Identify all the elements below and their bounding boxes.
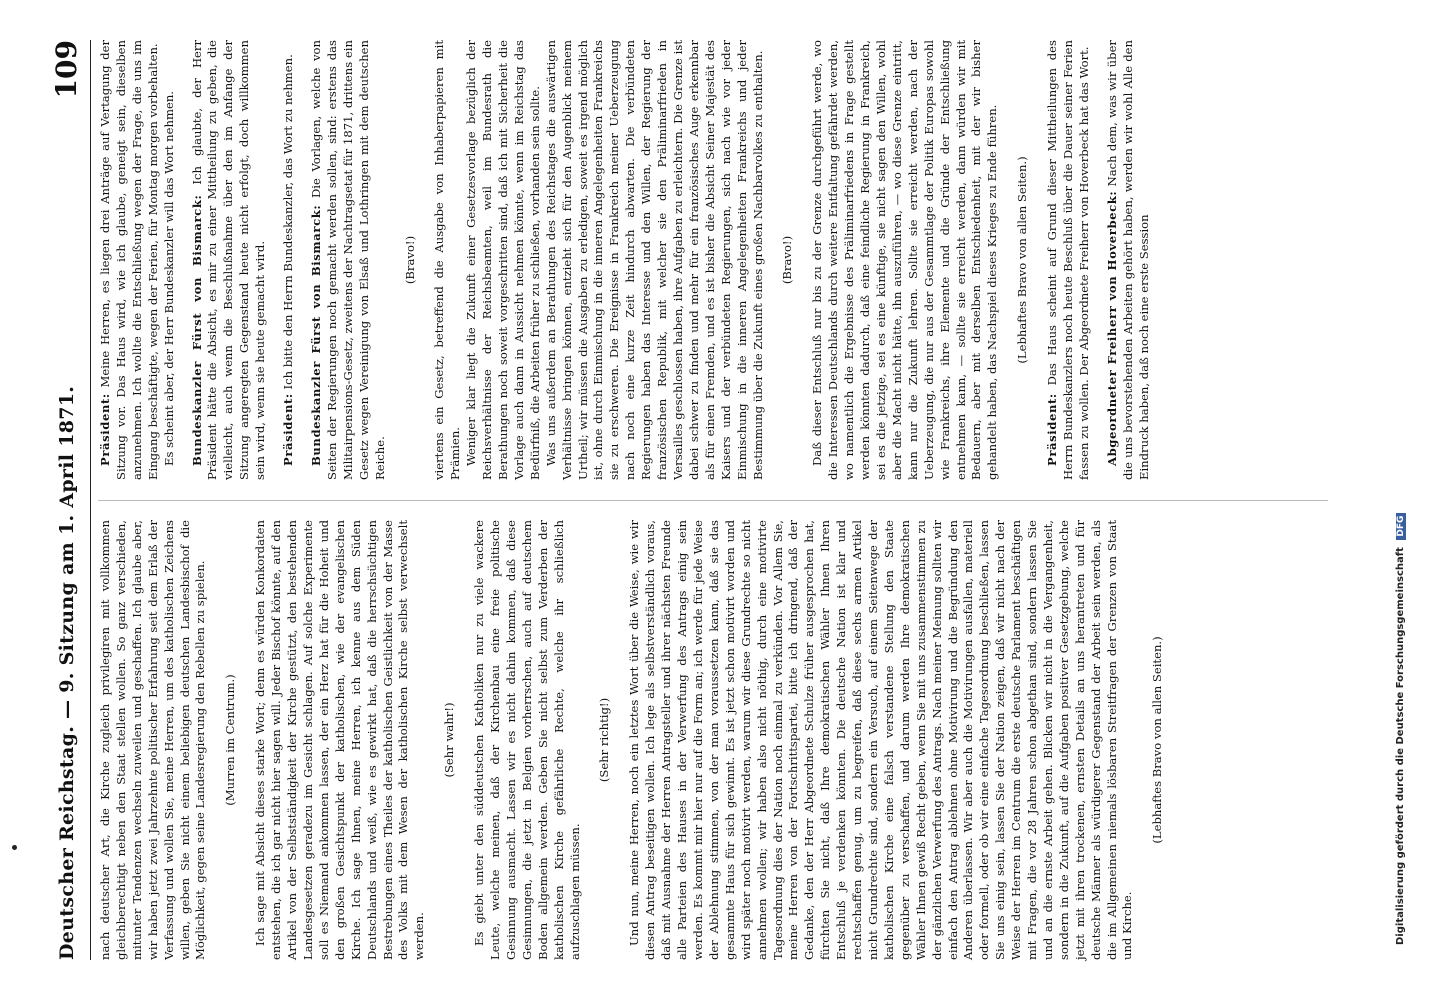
speech-paragraph	[190, 40, 270, 480]
paragraph: nach deutscher Art, die Kirche zugleich privilegiren mit vollkommen gleichberechtigt neben den Staat stellen wollen. So ganz verschieden, mitunter Tendenzen wechseln zuweilen und geschaffen. Ich glaube aber, wir haben jetzt zwei Jahrzehnte politischer Erfahrung seit dem Erlaß der Verfassung und wollen Sie, meine Herren, um des katholischen Zeichens willen, geben Sie nicht einem beliebigen deutschen Landesbischof die Möglichkeit, gegen seine Landesregierung den Rebellen zu spielen.	[98, 520, 208, 960]
speaker-name: Bundeskanzler Fürst von Bismarck:	[308, 204, 323, 466]
speech-paragraph	[1105, 40, 1153, 480]
credit-text: Digitalisierung gefördert durch die Deutsche Forschungsgemeinschaft	[1395, 547, 1406, 945]
page-number: 109	[50, 40, 83, 99]
speech-text: Ich glaubte, der Herr Präsident hätte die Absicht, es mir zu einer Mittheilung zu geben, die vielleicht, auch wenn die Beschlußnahme über den im Anfange der Sitzung angeregten Gegenstand heute nicht erfolgt, doch willkommen sein wird, wenn sie heute gemacht wird.	[189, 40, 268, 480]
running-title: Deutscher Reichstag. — 9. Sitzung am 1. April 1871.	[56, 385, 78, 960]
digitization-credit	[1395, 45, 1406, 945]
paragraph: Und nun, meine Herren, noch ein letztes Wort über die Weise, wie wir diesen Antrag beseitigen wollen. Ich lege als selbstverständlich voraus, daß mit Ausnahme der Herren Antragsteller und ihrer nächsten Freunde alle Parteien des Hauses in der Verwerfung des Antrags einig sein werden. Es kommt mir hier nur auf die Form an; ich werde für jede Weise der Ablehnung stimmen, von der man voraussetzen kann, daß sie das gesammte Haus für sich gewinnt. Es ist jetzt schon motivirt worden und wird später noch motivirt werden, warum wir diese Grundrechte so nicht annehmen wollen; wir haben also nicht nöthig, durch eine motivirte Tagesordnung dies der Nation noch einmal zu verkünden. Vor Allem Sie, meine Herren von der Fortschrittspartei, bitte ich dringend, daß der Gedanke, den der Herr Abgeordnete Schulze früher ausgesprochen hat, fürchten Sie nicht, daß Ihre demokratischen Wähler Ihnen Ihren Entschluß je verdenken könnten. Die deutsche Nation ist klar und rechtschaffen genug, um zu begreifen, daß diese sechs armen Artikel nicht Grundrechte sind, sondern ein Versuch, auf einem Seitenwege der katholischen Kirche eine falsch verstandene Stellung den Staate gegenüber zu verschaffen, und darum werden Ihre demokratischen Wähler Ihnen gewiß Recht geben, wenn Sie mit uns zusammenstimmen zu der gänzlichen Verwerfung des Antrags. Nach meiner Meinung sollten wir einfach den Antrag ablehnen ohne Motivirung und die Begründung den Anderen überlassen. Wir aber auch die Motivirungen ausfallen, materiell oder formell, oder ob wir eine einfache Tagesordnung beschließen, lassen Sie uns einig sein, lassen Sie der Nation zeigen, daß wir nicht nach der Weise der Herren im Centrum die erste deutsche Parlament beschäftigen mit Fragen, die vor 28 Jahren schon abgethan sind, sondern lassen Sie und an die ernste Arbeit gehen. Blicken wir nicht in die Vergangenheit, sondern in die Zukunft, auf die Aufgaben positiver Gesetzgebung, welche jetzt mit ihren trockenen, ernsten Details an uns herantreten und für deutsche Männer als würdigerer Gegenstand der Arbeit sein werden, als die im Allgemeinen niemals lösbaren Streitfragen der Grenzen von Staat und Kirche.	[627, 520, 1135, 960]
scan-speck	[12, 845, 17, 850]
paragraph: Es scheint aber, der Herr Bundeskanzler will das Wort nehmen.	[161, 91, 176, 466]
interjection: (Lebhaftes Bravo von allen Seiten.)	[1150, 636, 1165, 844]
interjection: (Bravo!)	[402, 235, 417, 285]
paragraph: Daß dieser Entschluß nur bis zu der Grenze durchgeführt werde, wo die Interessen Deutschlands durch weitere Entfaltung gefährdet werden, wo namentlich die Ergebnisse des Präliminarfriedens in Frage gestellt werden könnten dadurch, daß eine feindliche Regierung in Frankreich, sei es die jetzige, sei es eine künftige, sie nicht sagen den Willen, wohl aber die Macht nicht hätte, ihn auszuführen, — wo diese Grenze eintritt, kann nur die Zukunft lehren. Sollte sie erreicht werden, nach der Ueberzeugung, die nur aus der Gesammtlage der Politik Europas sowohl wie Frankreichs, ihre Elemente und die Gründe der Entschließung entnehmen kann, — sollte sie erreicht werden, dann würden wir mit Bedauern, aber mit derselben Entschiedenheit, mit der wir bisher gehandelt haben, das Nachspiel dieses Krieges zu Ende führen.	[810, 40, 1000, 480]
speech-paragraph	[98, 40, 162, 480]
speech-paragraph	[281, 40, 297, 480]
interjection: (Sehr richtig!)	[597, 697, 612, 783]
interjection: (Bravo!)	[780, 235, 795, 285]
speech-text: Die Vorlagen, welche von Seiten der Regierungen noch gemacht werden sollen, sind: erstens das Militairpensions-Gesetz, zweitens der Nachtragsetat für 1871, drittens ein Gesetz wegen Vereinigung von Elsaß und Lothringen mit dem deutschen Reiche.	[308, 40, 387, 480]
column-divider	[98, 500, 1328, 501]
paragraph: viertens ein Gesetz, betreffend die Ausgabe von Inhaberpapieren mit Prämien.	[432, 40, 463, 480]
dfg-logo: DFG	[1396, 513, 1406, 540]
speech-text: Ich bitte den Herrn Bundeskanzler, das Wort zu nehmen.	[281, 54, 296, 390]
paragraph: Weniger klar liegt die Zukunft einer Gesetzesvorlage bezüglich der Reichsverhältnisse der Reichsbeamten, weil im Bundesrath die Berathungen noch soweit vorgeschritten sind, daß ich mit Sicherheit die Vorlage auch dann in Aussicht nehmen könnte, wenn im Reichstag das Bedürfniß, die Arbeiten früher zu schließen, vorhanden sein sollte.	[464, 40, 542, 480]
speech-text: Nach dem, was wir über die uns bevorstehenden Arbeiten gehört haben, werden wir wohl Alle den Eindruck haben, daß noch eine erste Session	[1104, 40, 1151, 480]
speech-text: Meine Herren, es liegen drei Anträge auf Vertagung der Sitzung vor. Das Haus wird, wie ich glaube, geneigt sein, dieselben anzunehmen. Ich wollte die Entschließung wegen der Frage, die uns im Eingang beschäftigte, wegen der Ferien, für Montag morgen vorbehalten.	[98, 40, 160, 480]
interjection: (Murren im Centrum.)	[223, 674, 238, 806]
paragraph: Ich sage mit Absicht dieses starke Wort; denn es würden Konkordaten entstehen, die ich gar nicht hier sagen will. Jeder Bischof könnte, auf den Artikel von der Selbstständigkeit der Kirche gestützt, den bestehenden Landesgesetzen geradezu im Gesicht schlagen. Auf solche Experimente soll es Niemand ankommen lassen, der ein Herz hat für die Hoheit und den großen Gesichtspunkt der katholischen, wie der evangelischen Kirche. Ich sage Ihnen, meine Herren, ich kenne aus dem Süden Deutschlands und weiß, wie es gewirkt hat, daß die herrschsüchtigen Bestrebungen eines Theiles der katholischen Geistlichkeit von der Masse des Volks mit dem Wesen der katholischen Kirche selbst verwechselt werden.	[253, 520, 427, 960]
speaker-name: Präsident:	[281, 393, 296, 466]
page-header	[50, 40, 91, 960]
speaker-name: Abgeordneter Freiherr von Hoverbeck:	[1104, 190, 1119, 466]
interjection: (Lebhaftes Bravo von allen Seiten.)	[1015, 156, 1030, 364]
paragraph: Es giebt unter den süddeutschen Katholiken nur zu viele wackere Leute, welche meinen, daß der Kirchenbau eine freie politische Gesinnung ausmacht. Lassen wir es nicht dahin kommen, daß diese Gesinnungen, die jetzt in Belgien vorherrschen, auch auf deutschem Boden allgemein werden. Geben Sie nicht selbst zum Verderben der katholischen Kirche gefährliche Rechte, welche ihr schließlich aufzuschlagen müssen.	[472, 520, 582, 960]
speaker-name: Präsident:	[1045, 393, 1060, 466]
speech-paragraph	[1045, 40, 1093, 480]
speech-paragraph	[309, 40, 389, 480]
left-column	[98, 520, 1180, 960]
speech-text: Das Haus scheint auf Grund dieser Mittheilungen des Herrn Bundeskanzlers noch heute Beschluß über die Dauer seiner Ferien fassen zu wollen. Der Abgeordnete Freiherr von Hoverbeck hat das Wort.	[1045, 40, 1091, 480]
speaker-name: Präsident:	[98, 393, 112, 466]
speaker-name: Bundeskanzler Fürst von Bismarck:	[189, 194, 204, 466]
interjection: (Sehr wahr!)	[442, 702, 457, 778]
right-column	[98, 40, 1153, 480]
paragraph: Was uns außerdem an Berathungen des Reichstages die auswärtigen Verhältnisse bringen können, entzieht sich für den Augenblick meinem Urtheil; wir müssen die Ausgaben zu erledigen, soweit es irgend möglich ist, ohne durch Einmischung in die inneren Angelegenheiten Frankreichs sie zu erschweren. Die Ereignisse in Frankreich meiner Ueberzeugung nach noch eine kurze Zeit hindurch abwarten. Die verbündeten Regierungen haben das Interesse und den Willen, der Regierung der französischen Republik, mit welcher sie den Präliminarfrieden in Versailles geschlossen haben, ihre Aufgaben zu erleichtern. Die Grenze ist dabei schwer zu finden und mehr für ein französisches Auge erkennbar als für einen Fremden, und es ist bisher die Absicht Seiner Majestät des Kaisers und der verbündeten Regierungen, sich nach wie vor jeder Einmischung in die inneren Angelegenheiten Frankreichs und jeder Bestimmung über die Zukunft eines großen Nachbarvolkes zu enthalten.	[543, 40, 765, 480]
